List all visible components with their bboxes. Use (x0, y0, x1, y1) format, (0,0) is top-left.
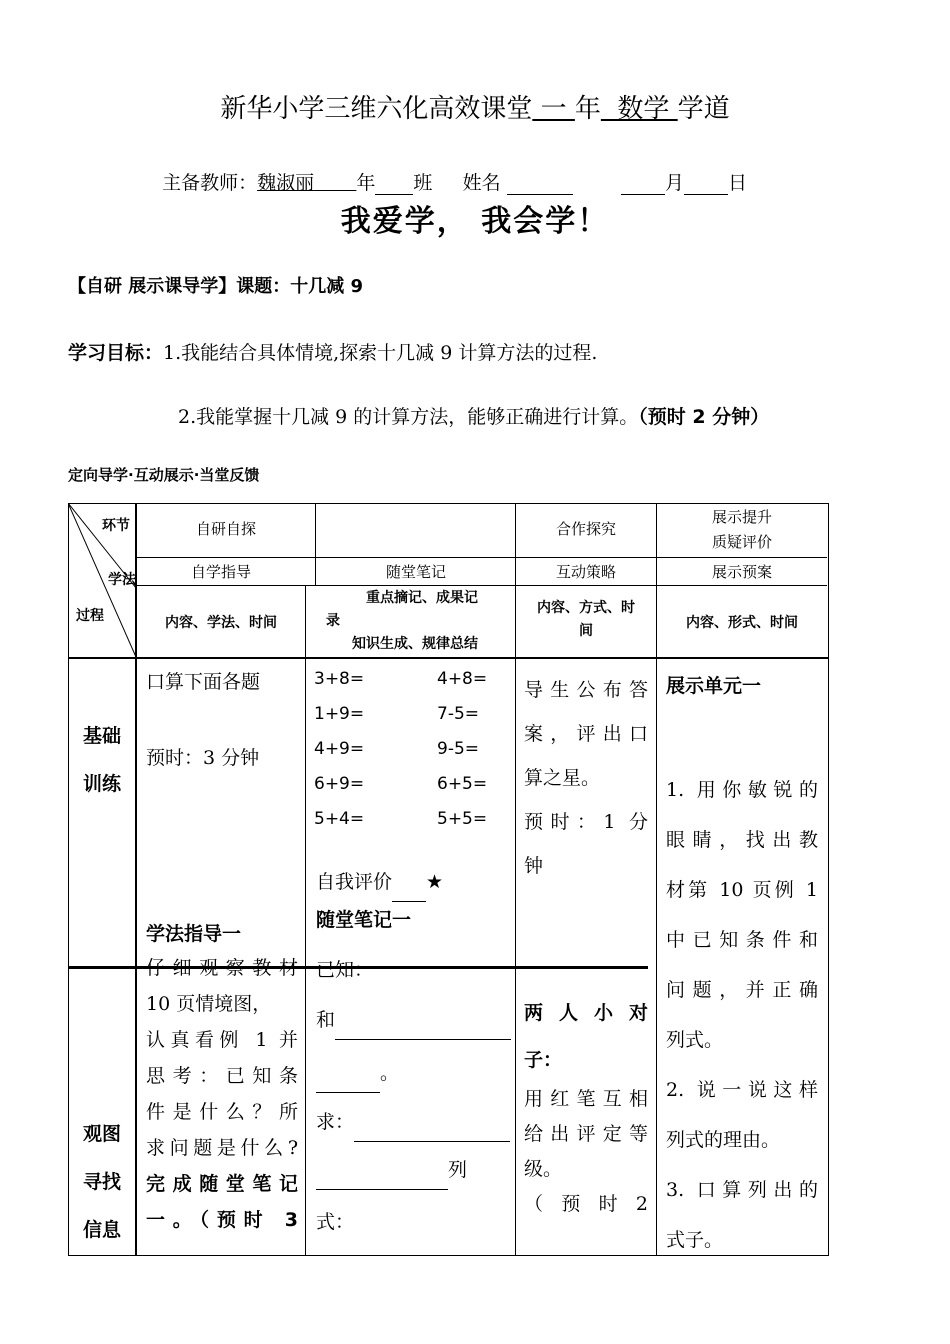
month-label: 月 (665, 172, 685, 194)
diag-guocheng: 过程 (76, 608, 104, 624)
year-label: 年 (356, 172, 376, 194)
calc-item: 3+8= (314, 669, 365, 689)
calc-item: 5+4= (314, 809, 365, 829)
day-label: 日 (728, 172, 748, 194)
name-blank[interactable] (507, 172, 573, 195)
col3-bot: 内容、方式、时 间 (537, 600, 635, 639)
note-and-line2: 。 (316, 1055, 399, 1093)
title-subject: 数学 (600, 94, 678, 124)
calc-item: 6+9= (314, 774, 365, 794)
class-label: 班 (413, 172, 433, 194)
row2-guide: 仔细观察教材 10 页情境图， 认真看例 1 并 思考：已知条 件是什么？所 求问题是什么? 完成随堂笔记 一。（预时 3 (146, 957, 298, 1231)
pair-strategy: 用红笔互相 给出评定等 级。 （ 预 时 2 (524, 1088, 648, 1215)
goal2-time: （预时 2 分钟） (638, 406, 770, 428)
title-grade: 一 (532, 94, 575, 124)
known-blank-2[interactable] (316, 1055, 380, 1093)
row1-show-list: 1. 用你敏锐的 眼睛，找出教 材第 10 页例 1 中已知条件和 问题，并正确 列式。 2. 说一说这样 列式的理由。 3. 口算列出的 式子。 (666, 779, 818, 1251)
row1-label: 基础 训练 (82, 725, 121, 795)
name-label: 姓名 (462, 172, 501, 194)
learning-goal-2: 2.我能掌握十几减 9 的计算方法，能够正确进行计算。（预时 2 分钟） (178, 406, 770, 428)
calc-item: 7-5= (437, 704, 480, 724)
col3-mid: 互动策略 (555, 563, 616, 581)
col1-mid: 自学指导 (190, 563, 251, 581)
class-blank[interactable] (375, 172, 413, 195)
col4-mid: 展示预案 (711, 563, 772, 581)
row1-method-title: 学法指导一 (146, 923, 242, 945)
col1-bot: 内容、学法、时间 (165, 615, 277, 631)
col4-bot: 内容、形式、时间 (686, 615, 798, 631)
calc-item: 9-5= (437, 739, 480, 759)
learning-goal-1: 学习目标：1.我能结合具体情境,探索十几减 9 计算方法的过程. (68, 342, 598, 364)
show-title: 展示单元一 (666, 675, 762, 697)
row1-guide-time: 预时：3 分钟 (146, 747, 260, 769)
notes-title: 随堂笔记一 (316, 909, 412, 931)
teacher-label: 主备教师： (162, 172, 258, 194)
month-blank[interactable] (621, 172, 665, 195)
teacher-line (150, 146, 747, 195)
calc-item: 5+5= (437, 809, 488, 829)
col2-mid: 随堂笔记 (385, 563, 446, 581)
known-blank-1[interactable] (335, 1002, 511, 1040)
vline-2b (305, 585, 306, 1255)
title-suffix: 学道 (677, 94, 730, 124)
hline-2 (135, 585, 827, 586)
self-eval: 自我评价 ★ (316, 864, 443, 902)
calc-item: 4+9= (314, 739, 365, 759)
row1-strategy: 导生公布答 案，评出口 算之星。 预时：1 分 钟 (524, 679, 648, 877)
ask-blank[interactable] (354, 1104, 510, 1142)
day-blank[interactable] (684, 172, 728, 195)
note-formula-line: 列 (316, 1152, 467, 1190)
col1-top: 自研自探 (195, 520, 256, 538)
calc-right-list (437, 662, 487, 837)
slogan: 我爱学， 我会学！ (340, 204, 610, 239)
goals-label: 学习目标： (68, 342, 164, 364)
pair-title: 两人小对 子： (524, 1002, 648, 1071)
title-school: 新华小学三维六化高效课堂 (220, 94, 533, 124)
note-formula: 式： (316, 1211, 355, 1233)
teacher-name: 魏淑丽 (257, 172, 315, 194)
diag-huanjie: 环节 (102, 518, 130, 534)
hline-1 (135, 557, 827, 558)
self-eval-blank[interactable] (392, 864, 426, 902)
title-nian: 年 (574, 94, 601, 124)
formula-blank[interactable] (316, 1152, 448, 1190)
hline-3 (68, 657, 828, 659)
star-icon: ★ (426, 871, 444, 893)
diag-xuefa: 学法 (108, 572, 136, 588)
calc-item: 1+9= (314, 704, 365, 724)
lesson-topic: 【自研 展示课导学】课题：十几减 9 (68, 276, 364, 297)
col2-bot: 重点摘记、成果记 录 知识生成、规律总结 (326, 590, 478, 652)
col3-top: 合作探究 (555, 520, 616, 538)
note-known: 已知： (316, 959, 374, 981)
flow-title: 定向导学·互动展示·当堂反馈 (68, 466, 260, 484)
row1-guide-task: 口算下面各题 (146, 671, 261, 693)
note-and: 和 (316, 1002, 511, 1040)
col4-top: 展示提升 质疑评价 (711, 508, 772, 551)
row2-label: 观图 寻找 信息 (82, 1123, 121, 1241)
page-title (0, 88, 950, 125)
calc-left-list (314, 662, 364, 837)
calc-item: 6+5= (437, 774, 488, 794)
calc-item: 4+8= (437, 669, 488, 689)
note-ask: 求： (316, 1104, 510, 1142)
